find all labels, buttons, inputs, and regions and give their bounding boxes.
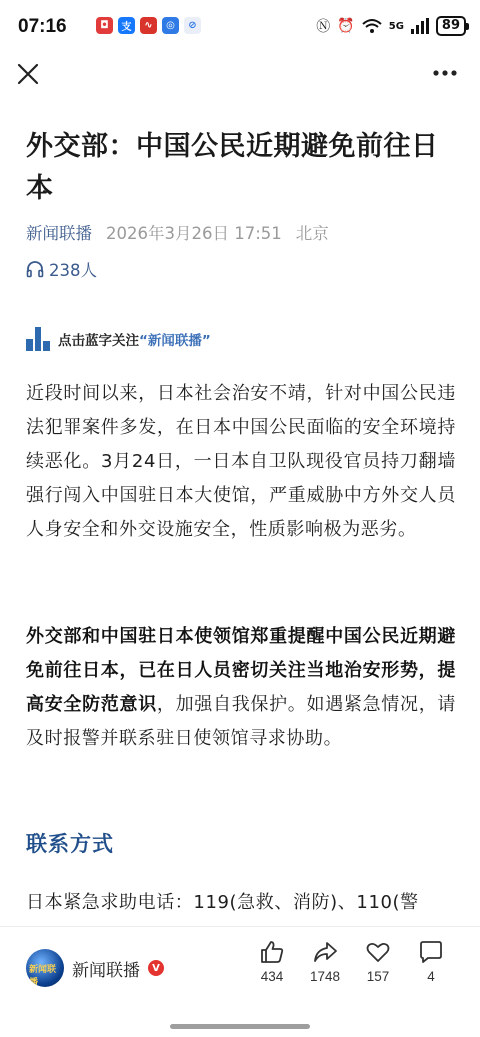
bottom-action-bar [0,926,480,1037]
article-paragraph-1: 近段时间以来，日本社会治安不靖，针对中国公民违法犯罪案件多发，在日本中国公民面临的安全环境持续恶化。3月24日，一日本自卫队现役官员持刀翻墙强行闯入中国驻日本大使馆，严重威胁中方外交人员人身安全和外交设施安全，性质影响极为恶劣。 [26,383,456,540]
avatar-text: 新闻联播 [29,965,57,987]
browser-app-icon: ◎ [162,17,179,34]
article-paragraph-2 [26,620,456,756]
article-meta [26,220,329,244]
alipay-icon: 支 [118,17,135,34]
comment-button[interactable] [411,939,451,984]
like-count: 434 [260,969,284,984]
comment-count: 4 [427,969,435,984]
close-icon[interactable] [16,62,40,86]
nfc-icon: Ⓝ [316,19,331,35]
battery-indicator: 89 [436,16,466,36]
section-title-contact: 联系方式 [26,832,114,856]
share-button[interactable] [305,939,345,984]
author-info[interactable] [26,949,164,987]
signal-icon [411,18,429,34]
sync-app-icon: ⊘ [184,17,201,34]
paragraph-2-rest: ，加强自我保护。如遇紧急情况，请及时报警并联系驻日使领馆寻求协助。 [26,694,456,749]
app-notification-icon: ◘ [96,17,113,34]
heart-icon [365,939,391,965]
like-button[interactable] [252,939,292,984]
share-count: 1748 [309,969,341,984]
verified-badge-icon: V [148,960,164,976]
publish-date: 2026年3月26日 17:51 [106,224,282,243]
publish-location: 北京 [295,224,329,243]
thumbs-up-icon [259,939,285,965]
listen-count[interactable] [26,257,97,281]
status-app-icons [96,17,201,34]
favorite-button[interactable] [358,939,398,984]
avatar[interactable] [26,949,64,987]
paragraph-2-emphasis: 外交部和中国驻日本使领馆郑重提醒中国公民近期避免前往日本，已在日人员密切关注当地治安形势，提高安全防范意识 [26,626,456,715]
listen-count-label: 238人 [49,261,97,280]
follow-highlight[interactable]: “新闻联播” [139,333,211,349]
wifi-icon [362,18,382,34]
status-bar [0,0,480,54]
headphones-icon [26,260,44,278]
stock-app-icon: ∿ [140,17,157,34]
status-time: 07:16 [18,16,67,37]
follow-prefix: 点击蓝字关注 [58,333,139,349]
author-name[interactable]: 新闻联播 [72,960,140,981]
blocks-logo-icon [26,327,50,351]
comment-icon [418,939,444,965]
network-type-label: 5G [388,20,404,32]
alarm-icon: ⏰ [337,18,355,34]
follow-prompt[interactable] [26,327,211,351]
status-indicators [316,16,466,36]
more-icon[interactable] [432,63,458,83]
favorite-count: 157 [366,969,390,984]
article-title: 外交部：中国公民近期避免前往日本 [26,131,439,204]
source-link[interactable]: 新闻联播 [26,224,92,243]
home-indicator[interactable] [170,1024,310,1029]
share-icon [312,939,338,965]
article-paragraph-3: 日本紧急求助电话：119(急救、消防)、110(警 [26,892,419,913]
